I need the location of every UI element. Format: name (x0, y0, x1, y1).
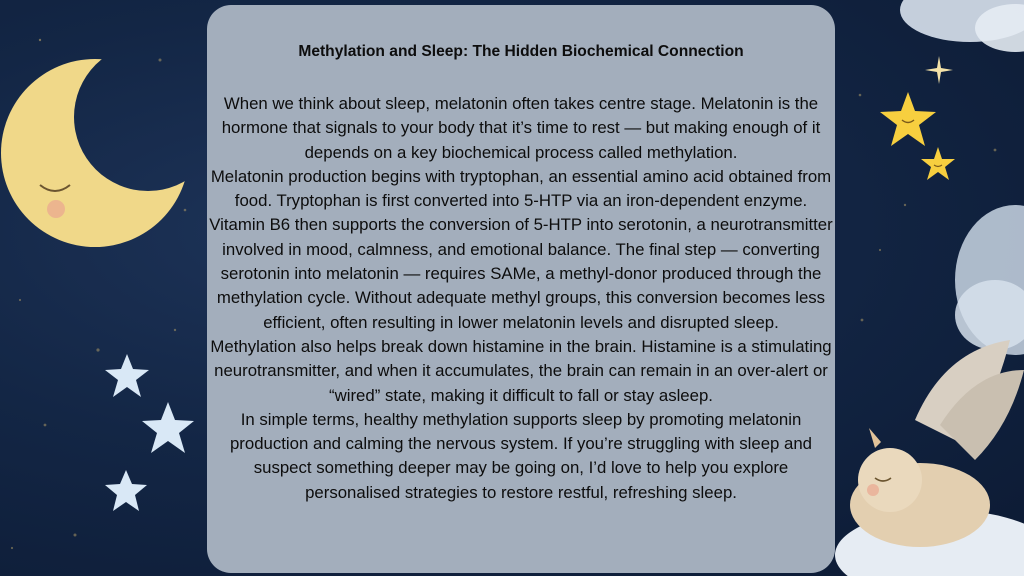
blue-star-1 (103, 352, 151, 400)
content-card (207, 5, 835, 573)
paragraph-intro: When we think about sleep, melatonin often takes centre stage. Melatonin is the hormone that signals to your body that it’s time to rest — but making enough of it depends on a key biochemical process called methylation. (221, 94, 821, 162)
card-body (207, 92, 835, 505)
paragraph-production: Melatonin production begins with tryptophan, an essential amino acid obtained from food. Tryptophan is first converted into 5-HTP via an iron-dependent enzyme. Vitamin B6 then supports the conversion of 5-HTP into serotonin, a neurotransmitter involved in mood, calmness, and emotional balance. The final step — converting serotonin into melatonin — requires SAMe, a methyl-donor produced through the methylation cycle. Without adequate methyl groups, this conversion becomes less efficient, often resulting in lower melatonin levels and disrupted sleep. (209, 166, 833, 332)
card-title: Methylation and Sleep: The Hidden Biochemical Connection (298, 43, 744, 60)
blue-star-2 (140, 400, 196, 456)
smiling-star-large (878, 90, 938, 150)
cloud-top-right (875, 0, 1024, 60)
crescent-moon-illustration (0, 45, 205, 250)
blue-star-3 (103, 468, 149, 514)
sleeping-creature-illustration (835, 330, 1024, 576)
paragraph-summary: In simple terms, healthy methylation supports sleep by promoting melatonin production and calming the nervous system. If you’re struggling with sleep and suspect something deeper may be going on, I’d love to help you explore personalised strategies to restore restful, refreshing sleep. (229, 409, 813, 502)
smiling-star-small (920, 146, 956, 182)
paragraph-histamine: Methylation also helps break down histamine in the brain. Histamine is a stimulating neurotransmitter, and when it accumulates, the brain can remain in an over-alert or “wired” state, making it difficult to fall or stay asleep. (210, 336, 832, 405)
sparkle-star (924, 55, 954, 85)
